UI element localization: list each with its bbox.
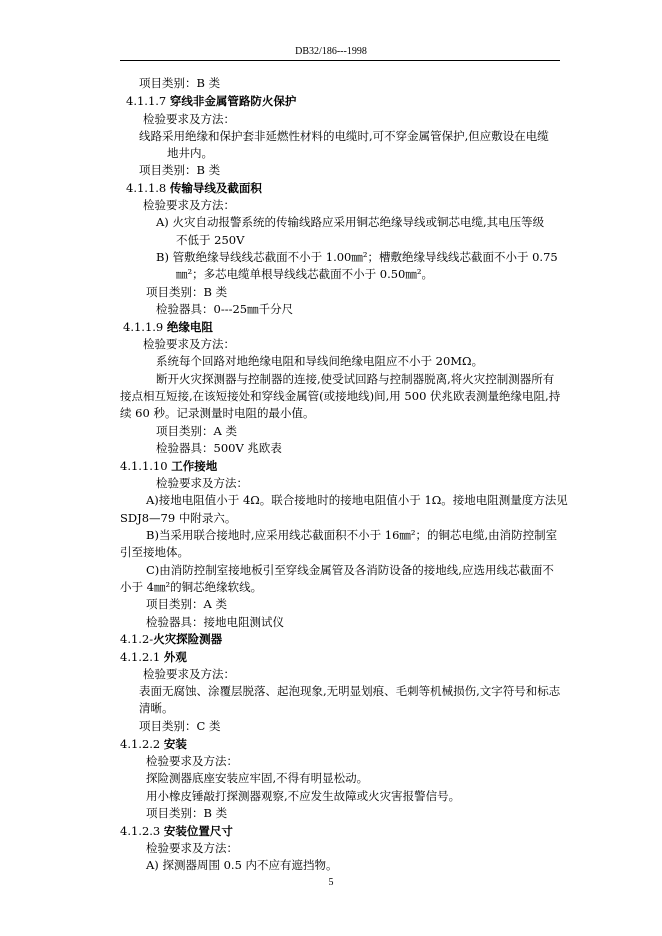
body-text-line: 项目类别：A 类: [156, 424, 237, 438]
body-text-line: 表面无腐蚀、涂覆层脱落、起泡现象,无明显划痕、毛刺等机械损伤,文字符号和标志: [139, 684, 561, 698]
body-text-line: 项目类别：B 类: [146, 285, 228, 299]
section-number: 4.1.2-: [120, 632, 154, 646]
body-text-line: ㎜²；多芯电缆单根导线线芯截面不小于 0.50㎜²。: [176, 267, 433, 281]
body-text-line: 清晰。: [139, 701, 174, 715]
section-number: 4.1.1.7: [126, 94, 170, 108]
section-heading: [123, 320, 213, 335]
body-text-line: 项目类别：B 类: [139, 76, 221, 90]
body-text-line: A) 探测器周围 0.5 内不应有遮挡物。: [146, 858, 338, 872]
section-title: 工作接地: [171, 459, 218, 473]
section-heading: [120, 632, 222, 647]
section-heading: [120, 824, 233, 839]
section-heading: [120, 459, 217, 474]
section-number: 4.1.2.3: [120, 824, 164, 838]
body-text-line: 项目类别：A 类: [146, 597, 227, 611]
body-text-line: 引至接地体。: [120, 545, 189, 559]
body-text-line: B) 管敷绝缘导线线芯截面不小于 1.00㎜²；槽敷绝缘导线线芯截面不小于 0.75: [156, 250, 558, 264]
body-text-line: 系统每个回路对地绝缘电阻和导线间绝缘电阻应不小于 20MΩ。: [156, 354, 484, 368]
section-title: 安装位置尺寸: [163, 824, 233, 838]
body-text-line: 检验要求及方法：: [156, 476, 248, 490]
body-text-line: 项目类别：B 类: [146, 806, 228, 820]
section-title: 传输导线及截面积: [169, 181, 262, 195]
section-number: 4.1.2.1: [120, 650, 164, 664]
page-header: DB32/186---1998: [295, 46, 367, 57]
section-heading: [126, 94, 296, 109]
body-text-line: C)由消防控制室接地板引至穿线金属管及各消防设备的接地线,应选用线芯截面不: [146, 563, 554, 577]
body-text-line: 断开火灾探测器与控制器的连接,使受试回路与控制器脱离,将火灾控制测器所有: [156, 372, 555, 386]
section-number: 4.1.1.10: [120, 459, 172, 473]
body-text-line: 检验器具：500V 兆欧表: [156, 441, 282, 455]
section-heading: [120, 737, 187, 752]
section-title: 绝缘电阻: [166, 320, 213, 334]
body-text-line: 检验要求及方法：: [146, 754, 238, 768]
body-text-line: 接点相互短接,在该短接处和穿线金属管(或接地线)间,用 500 伏兆欧表测量绝缘电阻,持: [120, 389, 561, 403]
header-rule: [120, 60, 560, 61]
body-text-line: 检验要求及方法：: [143, 337, 235, 351]
body-text-line: 线路采用绝缘和保护套非延燃性材料的电缆时,可不穿金属管保护,但应敷设在电缆: [139, 129, 549, 143]
section-number: 4.1.2.2: [120, 737, 164, 751]
body-text-line: 检验要求及方法：: [143, 198, 235, 212]
body-text-line: 探险测器底座安装应牢固,不得有明显松动。: [146, 771, 369, 785]
body-text-line: 检验要求及方法：: [143, 667, 235, 681]
body-text-line: SDJ8—79 中附录六。: [120, 511, 237, 525]
section-heading: [126, 181, 262, 196]
section-title: 穿线非金属管路防火保护: [169, 94, 297, 108]
body-text-line: 小于 4㎜²的铜芯绝缘软线。: [120, 580, 263, 594]
body-text-line: 检验器具：接地电阻测试仪: [146, 615, 284, 629]
section-number: 4.1.1.9: [123, 320, 167, 334]
body-text-line: 续 60 秒。记录测量时电阻的最小值。: [120, 406, 315, 420]
body-text-line: 项目类别：C 类: [139, 719, 221, 733]
section-title: 火灾探险测器: [153, 632, 223, 646]
body-text-line: 项目类别：B 类: [139, 163, 221, 177]
body-text-line: 检验要求及方法：: [143, 112, 235, 126]
body-text-line: 不低于 250V: [176, 233, 245, 247]
section-title: 外观: [163, 650, 187, 664]
body-text-line: 用小橡皮锤敲打探测器观察,不应发生故障或火灾害报警信号。: [146, 789, 461, 803]
body-text-line: 检验器具：0---25㎜千分尺: [156, 302, 294, 316]
section-title: 安装: [163, 737, 187, 751]
section-heading: [120, 650, 187, 665]
body-text-line: A)接地电阻值小于 4Ω。联合接地时的接地电阻值小于 1Ω。接地电阻测量度方法见: [146, 493, 568, 507]
section-number: 4.1.1.8: [126, 181, 170, 195]
body-text-line: 地井内。: [167, 146, 213, 160]
body-text-line: A) 火灾自动报警系统的传输线路应采用铜芯绝缘导线或铜芯电缆,其电压等级: [156, 215, 545, 229]
body-text-line: 检验要求及方法：: [146, 841, 238, 855]
body-text-line: B)当采用联合接地时,应采用线芯截面积不小于 16㎜²；的铜芯电缆,由消防控制室: [146, 528, 558, 542]
page-number: 5: [328, 877, 334, 888]
